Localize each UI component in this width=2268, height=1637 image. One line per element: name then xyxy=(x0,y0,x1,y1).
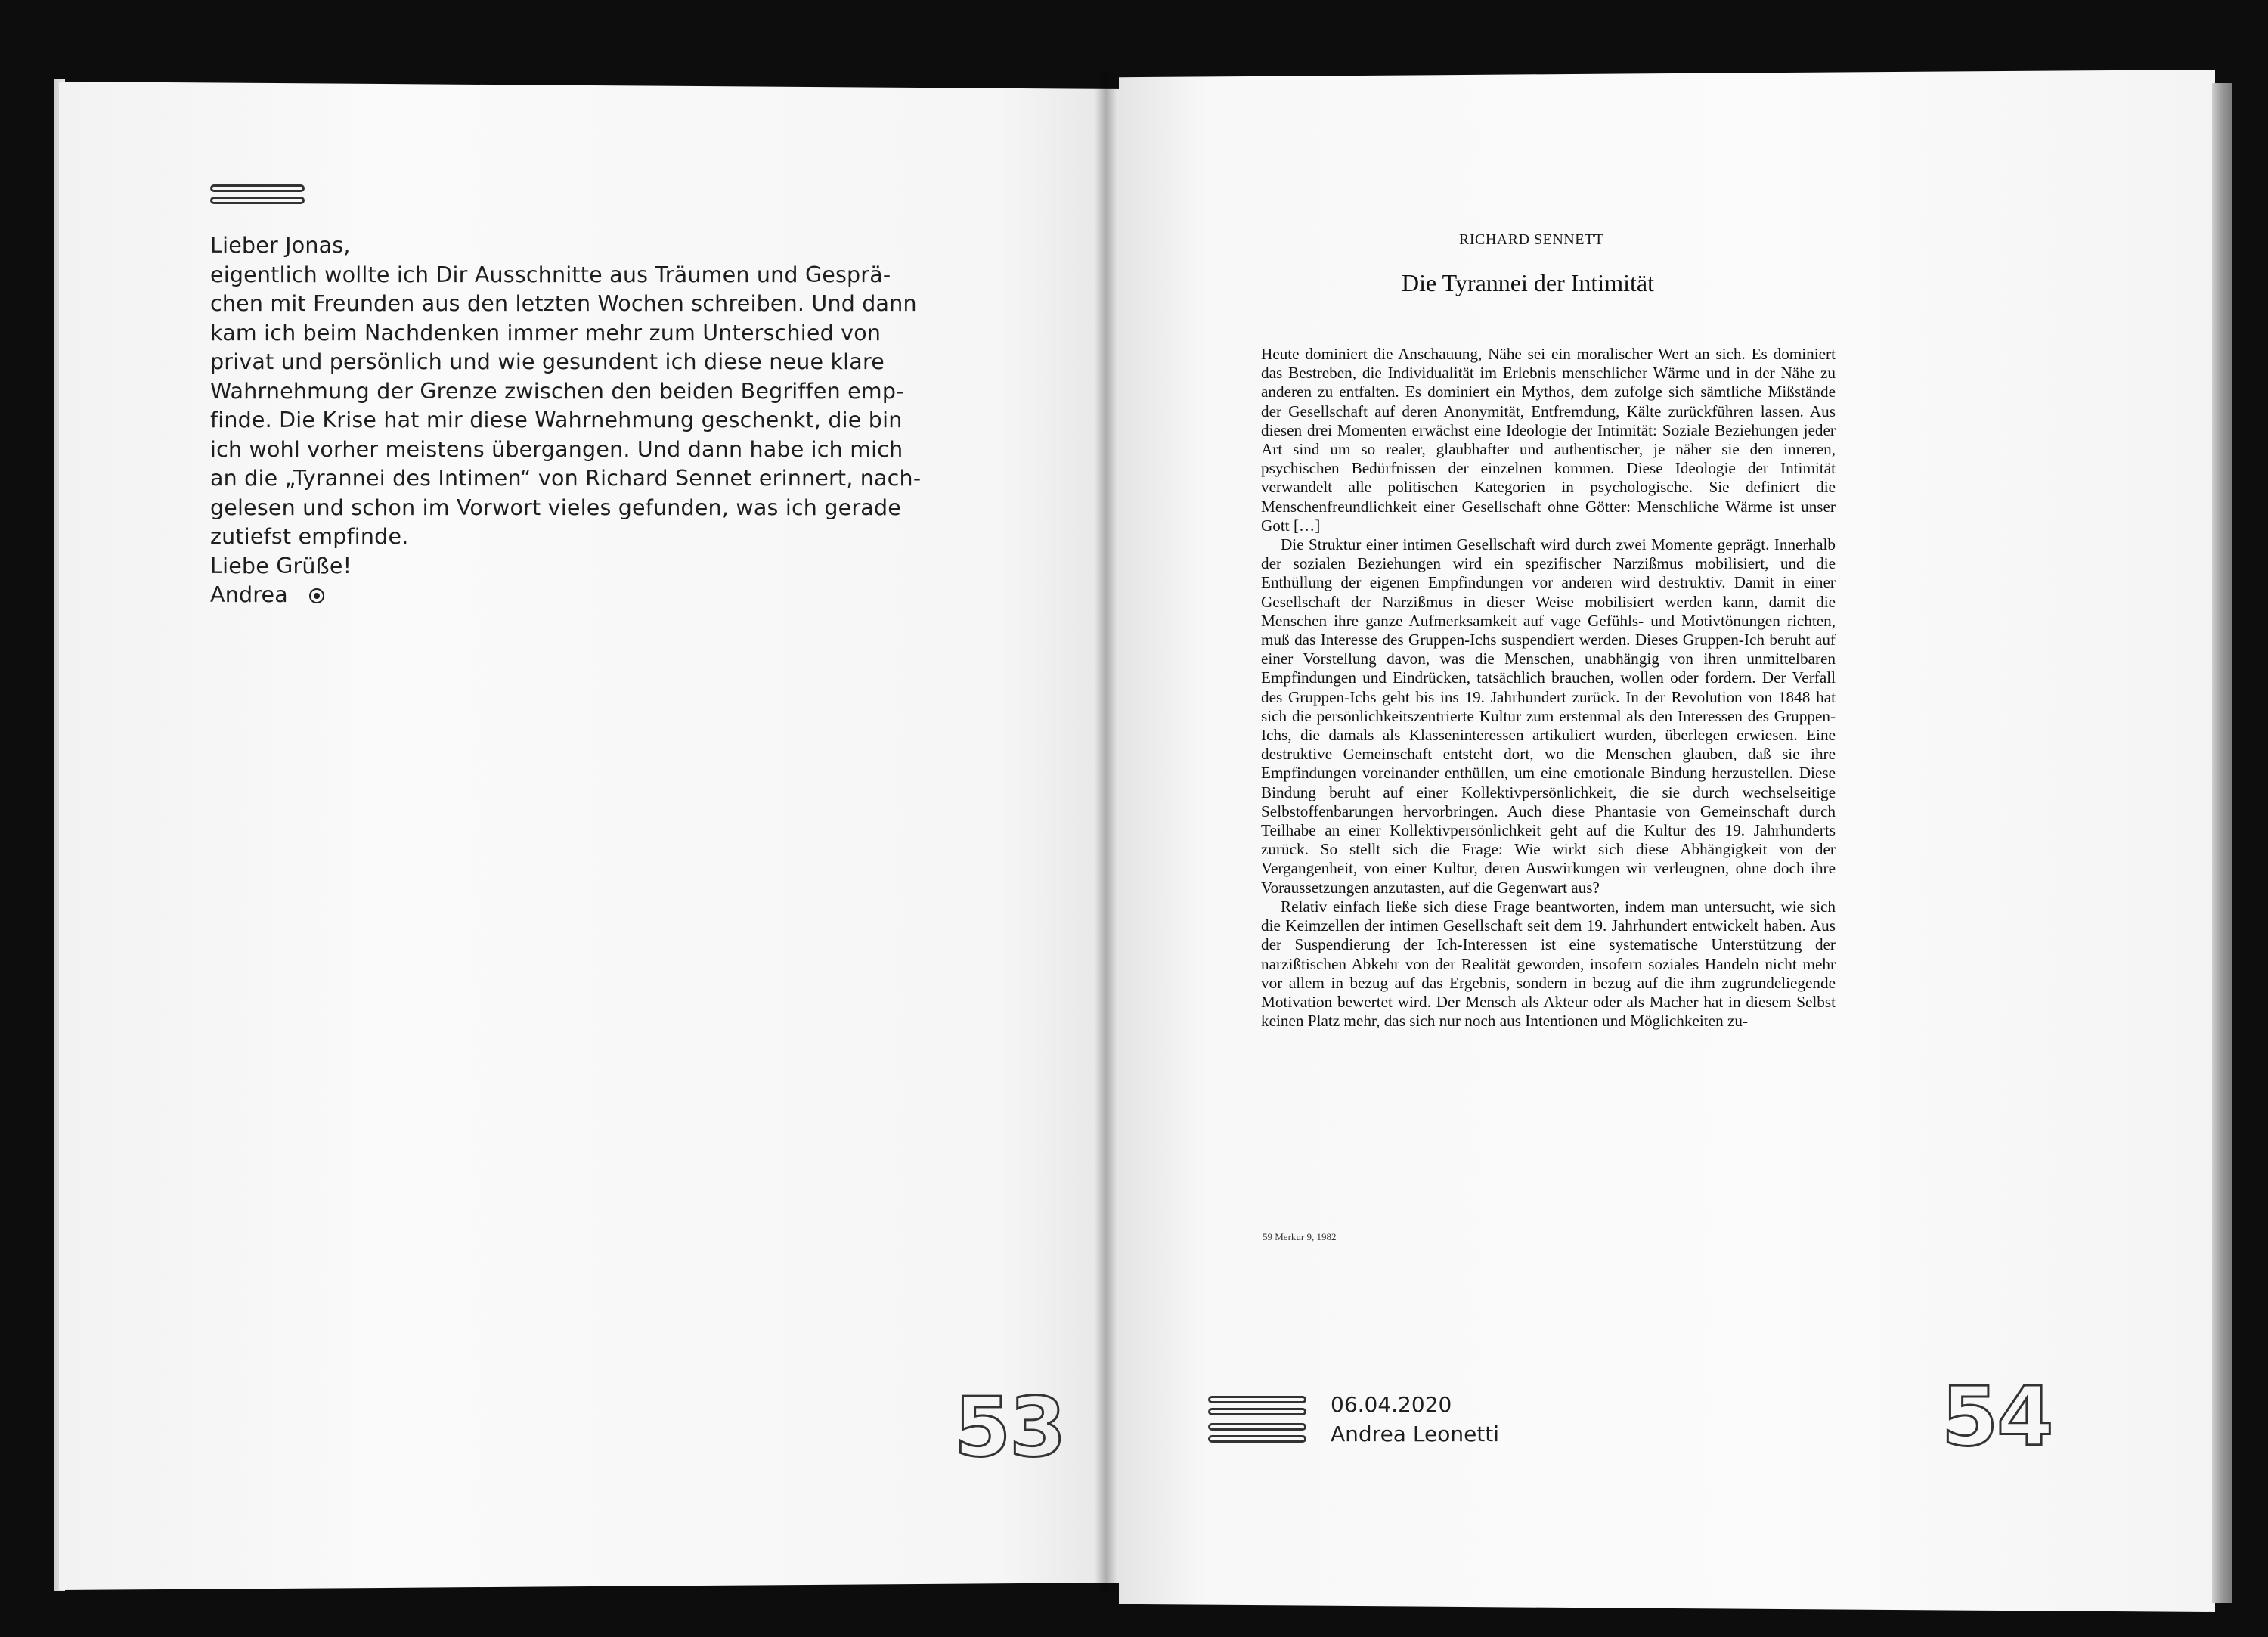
book-title: Die Tyrannei der Intimität xyxy=(1402,269,1654,296)
letter-line: Lieber Jonas, xyxy=(210,233,351,258)
letter-line: finde. Die Krise hat mir diese Wahrnehmung geschenkt, die bin xyxy=(210,408,903,433)
letter-line: kam ich beim Nachdenken immer mehr zum Unterschied von xyxy=(210,320,881,346)
spiral-icon xyxy=(309,588,324,603)
author-name: Andrea Leonetti xyxy=(1331,1422,1500,1446)
letter-line: chen mit Freunden aus den letzten Wochen schreiben. Und dann xyxy=(210,291,917,316)
footnote: 59 Merkur 9, 1982 xyxy=(1263,1231,1337,1242)
letter-line: Wahrnehmung der Grenze zwischen den beiden Begriffen emp- xyxy=(210,378,904,404)
double-line-mark-icon xyxy=(1208,1423,1306,1447)
page-number-left: 53 xyxy=(954,1381,1065,1475)
signature: Andrea xyxy=(210,582,288,607)
letter-line: Liebe Grüße! xyxy=(210,553,352,578)
excerpt-paragraph: Relativ einfach ließe sich diese Frage beantworten, indem man untersucht, wie sich die Keimzellen der intimen Gesellschaft seit dem 19. Jahrhundert entwickelt haben. Aus der Suspendierung der Ich-Interessen ist eine systematische Unterstützung der narzißtischen Abkehr von der Realität geworden, insofern soziales Handeln nicht mehr vor allem in bezug auf das Ergebnis, sondern in bezug auf die ihm zugrundeliegende Motivation bewertet wird. Der Mensch als Akteur oder als Macher hat in diesem Selbst keinen Platz mehr, das sich nur noch aus Intentionen und Möglichkeiten zu- xyxy=(1261,897,1836,1031)
excerpt-paragraph: Heute dominiert die Anschauung, Nähe sei ein moralischer Wert an sich. Es dominiert das Bestreben, die Individualität im Erlebnis menschlicher Wärme und in der Nähe zu anderen zu entfalten. Es dominiert ein Mythos, dem zufolge sich sämtliche Mißstände der Gesellschaft auf deren Anonymität, Entfremdung, Kälte zurückführen lassen. Aus diesen drei Momenten erwächst eine Ideologie der Intimität: Soziale Beziehungen jeder Art sind um so realer, glaubhafter und authentischer, je näher sie den inneren, psychischen Bedürfnissen der einzelnen kommen. Diese Ideologie der Intimität verwandelt alle politischen Kategorien in psychologische. Sie definiert die Menschenfreundlichkeit einer Gesellschaft ohne Götter: Menschliche Wärme ist unser Gott […] xyxy=(1261,345,1836,535)
footer-info xyxy=(1331,1390,1499,1449)
signature-line xyxy=(210,581,928,610)
book-author: RICHARD SENNETT xyxy=(1459,231,1604,248)
letter-line: zutiefst empfinde. xyxy=(210,524,409,549)
spine-shadow xyxy=(1095,72,1117,1592)
double-line-mark-icon xyxy=(1208,1396,1306,1420)
double-line-mark-icon xyxy=(210,184,305,209)
excerpt-paragraph: Die Struktur einer intimen Gesellschaft wird durch zwei Momente geprägt. Innerhalb der sozialen Beziehungen wird ein spezifischer Narzißmus mobilisiert, und die Enthüllung der eigenen Empfindungen vor anderen wird destruktiv. Damit in einer Gesellschaft der Narzißmus in dieser Weise mobilisiert werden kann, damit die Menschen ihre ganze Aufmerksamkeit auf vage Gefühls- und Motivtönungen richten, muß das Interesse des Gruppen-Ichs suspendiert werden. Dieses Gruppen-Ich beruht auf einer Vorstellung davon, was die Menschen, unabhängig von ihren unmittelbaren Empfindungen und Eindrücken, tatsächlich brauchen, wollen oder fordern. Der Verfall des Gruppen-Ichs geht bis ins 19. Jahrhundert zurück. In der Revolution von 1848 hat sich die persönlichkeitszentrierte Kultur zum erstenmal als den Interessen des Gruppen-Ichs, die damals als Klasseninteressen artikuliert wurden, überlegen erwiesen. Eine destruktive Gemeinschaft entsteht dort, wo die Menschen glauben, daß sie ihre Empfindungen voreinander enthüllen, um eine emotionale Bindung herzustellen. Diese Bindung beruht auf einer Kollektivpersönlichkeit, die sie durch wechselseitige Selbstoffenbarungen hervorbringen. Auch diese Phantasie von Gemeinschaft durch Teilhabe an einer Kollektivpersönlichkeit geht auf die Kultur des 19. Jahrhunderts zurück. So stellt sich die Frage: Wie wirkt sich diese Abhängigkeit von der Vergangenheit, von einer Kultur, deren Auswirkungen wir verleugnen, ohne doch ihre Voraussetzungen anzutasten, auf die Gegenwart aus? xyxy=(1261,535,1836,897)
letter-line: an die „Tyrannei des Intimen“ von Richard Sennet erinnert, nach- xyxy=(210,466,922,491)
date: 06.04.2020 xyxy=(1331,1392,1452,1417)
letter-line: eigentlich wollte ich Dir Ausschnitte aus Träumen und Gesprä- xyxy=(210,262,891,287)
letter-text xyxy=(210,231,928,610)
letter-line: ich wohl vorher meistens übergangen. Und dann habe ich mich xyxy=(210,436,903,462)
right-page-edge xyxy=(2212,83,2232,1603)
book-excerpt xyxy=(1261,345,1836,1031)
page-number-right: 54 xyxy=(1941,1370,2053,1465)
letter-line: privat und persönlich und wie gesundent ich diese neue klare xyxy=(210,349,885,374)
letter-line: gelesen und schon im Vorwort vieles gefunden, was ich gerade xyxy=(210,495,901,520)
